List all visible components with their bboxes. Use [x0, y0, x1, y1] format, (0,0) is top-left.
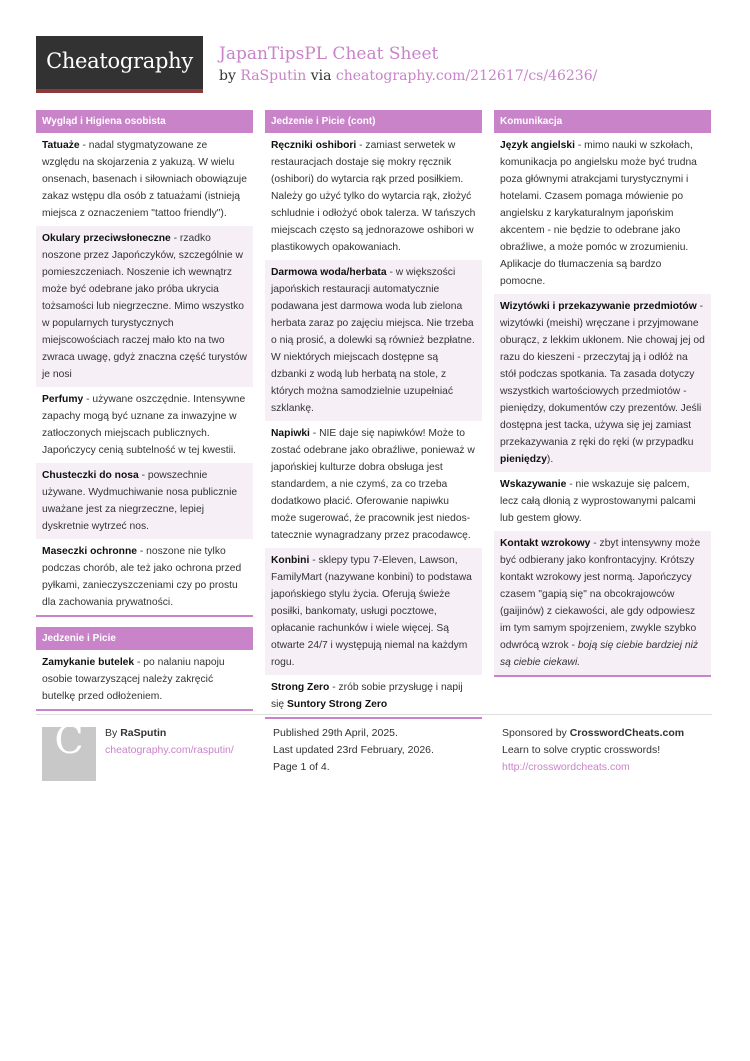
section-title: Wygląd i Higiena osobista — [36, 110, 253, 133]
entry-napiwki — [265, 421, 482, 548]
entry-term: Konbini — [271, 555, 310, 566]
footer-author-name[interactable]: RaSputin — [120, 727, 167, 739]
page-footer — [36, 714, 712, 773]
entries — [265, 133, 482, 717]
author-profile-link[interactable]: cheatography.com/rasputin/ — [105, 744, 234, 756]
entry-maseczki — [36, 539, 253, 615]
entry-text: - po nalaniu napoju osobie towarzyszącej należy zakręcić butelkę przed odłożeniem. — [42, 657, 225, 702]
entry-text: - wizytówki (meishi) wręczane i przyjmowane oburącz, z lekkim ukłonem. Nie chowaj jej od razu do kieszeni - przeczytaj ją i odłóż na stół podczas spotkania. Ta zasada dotyczy wszystkich wartościowych przedmiotów - pieniędzy, dokumentów czy prezentów. Jeśli dostępna jest tacka, używa się jej zamiast przekazywania z ręki do ręki (w przypadku — [500, 301, 705, 448]
entry-text: - powszechnie używane. Wydmuchiwanie nosa publicznie uważane jest za niegrzeczne, lepiej dyskretnie wytrzeć nos. — [42, 470, 238, 532]
page-number: Page 1 of 4. — [273, 761, 330, 773]
entry-tatuaze — [36, 133, 253, 226]
page-title: JapanTipsPL Cheat Sheet — [219, 44, 439, 64]
cheatography-logo[interactable] — [36, 36, 203, 93]
section-komunikacja — [494, 110, 711, 677]
entry-text: - zrób sobie przysługę i napij się — [271, 682, 463, 710]
sponsor-name[interactable]: CrosswordCheats.com — [569, 727, 685, 739]
column-2 — [265, 110, 482, 729]
section-title: Jedzenie i Picie — [36, 627, 253, 650]
entry-text: - mimo nauki w szkołach, komunikacja po angielsku może być trudna poza głównymi atrakcjami turystycznymi i hotelami. Czasem pomaga mówienie po angielsku z karykaturalnym japońskim akcentem - nie będzie to odebrane jako obraźliwe, a może pomóc w zrozumieniu. Aplikacje do tłumaczenia są bardzo pomocne. — [500, 140, 697, 287]
updated-date: Last updated 23rd February, 2026. — [273, 744, 434, 756]
entry-chusteczki — [36, 463, 253, 539]
entry-kontakt-wzrokowy — [494, 531, 711, 675]
entry-perfumy — [36, 387, 253, 463]
entry-term: Strong Zero — [271, 682, 330, 693]
entry-term: Perfumy — [42, 394, 84, 405]
entry-term: Tatuaże — [42, 140, 80, 151]
footer-author — [36, 718, 261, 795]
via-label: via — [310, 68, 332, 84]
entry-term: Darmowa woda/herbata — [271, 267, 387, 278]
entry-text: ). — [546, 454, 554, 465]
by-label: By — [105, 727, 118, 739]
entry-term: Suntory Strong Zero — [287, 699, 388, 710]
sheet-url-link[interactable]: cheatography.com/212617/cs/46236/ — [335, 68, 598, 84]
entry-strong-zero — [265, 675, 482, 717]
title-block — [219, 44, 597, 84]
section-wyglad — [36, 110, 253, 617]
logo-text: Cheatography — [46, 49, 193, 73]
entry-italic: boją się ciebie bardziej niż są ciebie ciekawi. — [500, 640, 699, 668]
entry-term: Wizytówki i przekazywanie przedmiotów — [500, 301, 697, 312]
column-3 — [494, 110, 711, 687]
published-date: Published 29th April, 2025. — [273, 727, 398, 739]
entry-konbini — [265, 548, 482, 675]
avatar[interactable] — [42, 718, 96, 781]
entry-term: Maseczki ochronne — [42, 546, 137, 557]
entry-text: - sklepy typu 7-Eleven, Lawson, FamilyMart (nazywane konbini) to podstawa japońskiego stylu życia. Oferują świeże posiłki, bankomaty, usługi pocztowe, opłacanie rachunków i wiele więcej. Są otwarte 24/7 i występują niemal na każdym rogu. — [271, 555, 472, 668]
entry-text: - zamiast serwetek w restauracjach dostaje się mokry ręcznik (oshibori) do wytarcia rąk przed posiłkiem. Należy go użyć tylko do wytarcia rąk, złożyć schludnie i odłożyć obok talerza. W tańszych miejscach często są jednorazowe oshibori w plastikowych opakowaniach. — [271, 140, 476, 253]
author-info — [105, 725, 234, 759]
entry-term: Język angielski — [500, 140, 575, 151]
section-jedzenie — [36, 627, 253, 711]
section-jedzenie-cont — [265, 110, 482, 719]
entry-term: Wskazywanie — [500, 479, 567, 490]
sponsor-tagline: Learn to solve cryptic crosswords! — [502, 744, 661, 756]
entries — [36, 133, 253, 615]
entry-text: - zbyt intensywny może być odbierany jako konfrontacyjny. Krótszy kontakt wzrokowy jest normą. Japończycy czasem "gapią się" na obcokrajowców (gaijinów) z ciekawości, ale gdy odpowiesz im tym samym spojrzeniem, zwykle szybko odwrócą wzrok - — [500, 538, 701, 651]
sponsored-label: Sponsored by — [502, 727, 567, 739]
entry-wskazywanie — [494, 472, 711, 531]
entry-wizytowki — [494, 294, 711, 472]
section-title: Komunikacja — [494, 110, 711, 133]
avatar-letter: C — [54, 718, 84, 762]
entry-text: - noszone nie tylko podczas chorób, ale też jako ochrona przed pyłkami, zanieczyszczeniami czy po prostu dla zachowania prywatności. — [42, 546, 242, 608]
section-title: Jedzenie i Picie (cont) — [265, 110, 482, 133]
entry-okulary — [36, 226, 253, 387]
column-1 — [36, 110, 253, 721]
entry-darmowa-woda — [265, 260, 482, 421]
entries — [36, 650, 253, 709]
entries — [494, 133, 711, 675]
sponsor-link[interactable]: http://crosswordcheats.com — [502, 761, 630, 773]
entry-text: - rzadko noszone przez Japończyków, szczególnie w pomieszczeniach. Noszenie ich wewnątrz może być odebrane jako próba ukrycia tożsamości lub niegrzeczne. Mimo wszystko w popularnych turystycznych miejscowościach raczej mało kto na two zwraca uwagę, gdyż znaczna część turystów je nosi — [42, 233, 247, 380]
entry-term: Napiwki — [271, 428, 310, 439]
entry-term: pieniędzy — [500, 454, 547, 465]
entry-text: - nadal stygmatyzowane ze względu na skojarzenia z yakuzą. W wielu onsenach, basenach i siłowniach obowiązuje zakaz wstępu dla osób z tatuażami (istnieją miejsca z oznaczeniem "tattoo friendly"). — [42, 140, 247, 219]
entry-term: Zamykanie butelek — [42, 657, 135, 668]
entry-text: - NIE daje się napiwków! Może to zostać odebrane jako obraźliwe, ponieważ w japońskiej kulturze dobra obsługa jest standardem, a nie czymś, za co trzeba dodatkowo płacić. Oferowanie napiwku może sugerować, że pracownik jest niedostatecznie wynagradzany przez pracodawcę. — [271, 428, 475, 541]
entry-oshibori — [265, 133, 482, 260]
page-header — [36, 36, 712, 94]
author-link[interactable]: RaSputin — [240, 68, 307, 84]
entry-zamykanie — [36, 650, 253, 709]
by-label: by — [219, 68, 236, 84]
footer-dates — [273, 725, 434, 776]
footer-sponsor — [502, 725, 684, 776]
entry-term: Kontakt wzrokowy — [500, 538, 591, 549]
entry-term: Ręczniki oshibori — [271, 140, 357, 151]
byline — [219, 68, 597, 84]
entry-term: Okulary przeciwsłoneczne — [42, 233, 171, 244]
entry-term: Chusteczki do nosa — [42, 470, 139, 481]
entry-text: - w większości japońskich restauracji automatycznie podawana jest darmowa woda lub zielona herbata zaraz po zajęciu miejsca. Nie trzeba o nią prosić, a dolewki są również bezpłatne. W niektórych miejscach dostępne są dzbanki z wodą lub herbatą na stole, z których można samodzielnie uzupełniać szklankę. — [271, 267, 475, 414]
entry-text: - nie wskazuje się palcem, lecz całą dłonią z wyprostowanymi palcami lub gestem głowy. — [500, 479, 696, 524]
entry-text: - używane oszczędnie. Intensywne zapachy mogą być uznane za inwazyjne w zatłoczonych miejscach publicznych. Japończycy cenią subtelność w tej kwestii. — [42, 394, 246, 456]
entry-jezyk-angielski — [494, 133, 711, 294]
